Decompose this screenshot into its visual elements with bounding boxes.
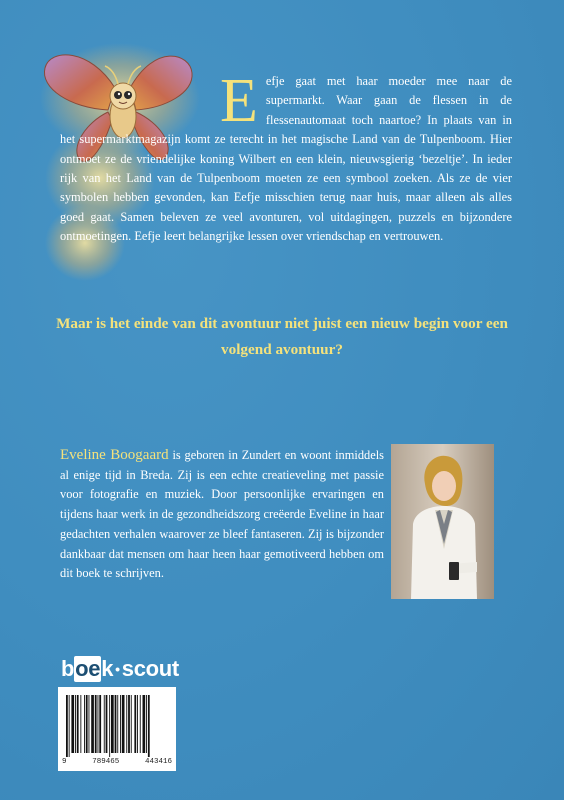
- isbn-barcode: [58, 687, 176, 771]
- barcode-bar: [117, 695, 118, 753]
- logo-scout: scout: [121, 656, 179, 681]
- author-bio: [60, 446, 384, 584]
- logo-dot: •: [115, 661, 120, 677]
- teaser-question: Maar is het einde van dit avontuur niet juist een nieuw begin voor een volgend avontuur?: [56, 315, 508, 358]
- barcode-bar: [77, 695, 79, 753]
- publisher-logo: [61, 656, 179, 682]
- barcode-bar: [91, 695, 94, 753]
- barcode-bar: [115, 695, 117, 753]
- author-photo: [391, 444, 494, 599]
- author-name: Eveline Boogaard: [60, 447, 169, 463]
- barcode-bar: [122, 695, 125, 753]
- bio-text: is geboren in Zundert en woont inmiddels al enige tijd in Breda. Zij is een echte creatieveling met passie voor fotografie en muziek. Door persoonlijke ervaringen en tijdens haar werk in de gezondheidszorg creëerde Eveline in haar gedachten verhalen waarover ze bleef fantaseren. Zij is bijzonder dankbaar dat mensen om haar heen haar gemotiveerd hebben om dit boek te schrijven.: [60, 448, 384, 581]
- barcode-bar: [104, 695, 105, 753]
- barcode-digits: [58, 758, 176, 766]
- barcode-bar: [143, 695, 146, 753]
- barcode-bar: [128, 695, 130, 753]
- barcode-bar: [86, 695, 88, 753]
- book-blurb: [60, 67, 512, 247]
- barcode-bars: [64, 695, 170, 757]
- barcode-group-1: 789465: [92, 758, 120, 766]
- barcode-bar: [75, 695, 76, 753]
- barcode-bar: [89, 695, 90, 753]
- barcode-bar: [66, 695, 68, 757]
- barcode-bar: [134, 695, 136, 753]
- barcode-bar: [131, 695, 132, 753]
- barcode-bar: [99, 695, 101, 753]
- barcode-bar: [98, 695, 99, 753]
- logo-b: b: [61, 656, 75, 681]
- barcode-bar: [140, 695, 141, 753]
- barcode-bar: [95, 695, 97, 753]
- barcode-bar: [126, 695, 127, 753]
- barcode-bar: [148, 695, 150, 757]
- barcode-bar: [106, 695, 108, 753]
- drop-cap: E: [220, 67, 258, 135]
- logo-oe: oe: [75, 656, 101, 681]
- barcode-bar: [146, 695, 147, 753]
- barcode-bar: [69, 695, 70, 757]
- barcode-bar: [80, 695, 81, 753]
- barcode-bar: [111, 695, 114, 753]
- logo-k: k: [101, 656, 114, 681]
- barcode-bar: [71, 695, 74, 753]
- barcode-bar: [109, 695, 110, 757]
- barcode-bar: [137, 695, 138, 753]
- blurb-text: efje gaat met haar moeder mee naar de supermarkt. Waar gaan de flessen in de flessenautomaat toch naartoe? In plaats van in het supermarktmagazijn komt ze terecht in het magische Land van de Tulpenboom. Hier ontmoet ze de vriendelijke koning Wilbert en een klein, nieuwsgierig ‘bezeltje’. In ieder rijk van het Land van de Tulpenboom moeten ze een symbool zoeken. Als ze de vier symbolen hebben gevonden, kan Eefje misschien terug naar huis, maar alleen als alles goed gaat. Samen beleven ze veel avonturen, vol uitdagingen, puzzels en bijzondere ontmoetingen. Eefje leert belangrijke lessen over vriendschap en vertrouwen.: [60, 74, 512, 244]
- barcode-lead-digit: 9: [62, 758, 67, 766]
- barcode-group-2: 443416: [144, 758, 172, 766]
- barcode-bar: [120, 695, 121, 753]
- barcode-bar: [84, 695, 85, 753]
